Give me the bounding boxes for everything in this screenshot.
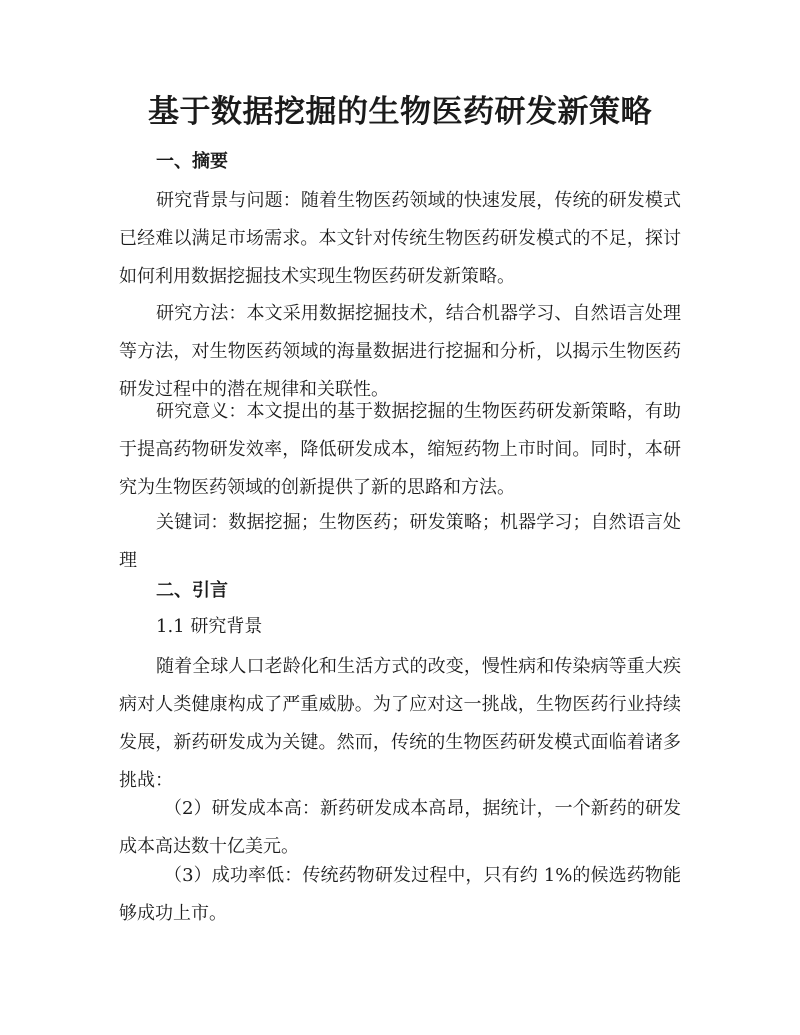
section-heading-introduction: 二、引言 bbox=[156, 580, 228, 601]
intro-paragraph: 随着全球人口老龄化和生活方式的改变，慢性病和传染病等重大疾病对人类健康构成了严重威胁。为了应对这一挑战，生物医药行业持续发展，新药研发成为关键。然而，传统的生物医药研发模式面临着诸多挑战： bbox=[119, 656, 681, 791]
challenge-item-3: （3）成功率低：传统药物研发过程中，只有约 1%的候选药物能够成功上市。 bbox=[119, 865, 681, 924]
subsection-heading-background: 1.1 研究背景 bbox=[156, 616, 263, 637]
abstract-method-paragraph: 研究方法：本文采用数据挖掘技术，结合机器学习、自然语言处理等方法，对生物医药领域的海量数据进行挖掘和分析，以揭示生物医药研发过程中的潜在规律和关联性。 bbox=[119, 303, 681, 400]
abstract-background-paragraph: 研究背景与问题：随着生物医药领域的快速发展，传统的研发模式已经难以满足市场需求。本文针对传统生物医药研发模式的不足，探讨如何利用数据挖掘技术实现生物医药研发新策略。 bbox=[119, 190, 681, 287]
abstract-significance-paragraph: 研究意义：本文提出的基于数据挖掘的生物医药研发新策略，有助于提高药物研发效率，降低研发成本，缩短药物上市时间。同时，本研究为生物医药领域的创新提供了新的思路和方法。 bbox=[119, 401, 681, 498]
challenge-item-2: （2）研发成本高：新药研发成本高昂，据统计，一个新药的研发成本高达数十亿美元。 bbox=[119, 798, 681, 857]
keywords-paragraph: 关键词：数据挖掘；生物医药；研发策略；机器学习；自然语言处理 bbox=[119, 512, 681, 571]
section-heading-abstract: 一、摘要 bbox=[156, 151, 228, 172]
document-title: 基于数据挖掘的生物医药研发新策略 bbox=[148, 94, 652, 130]
